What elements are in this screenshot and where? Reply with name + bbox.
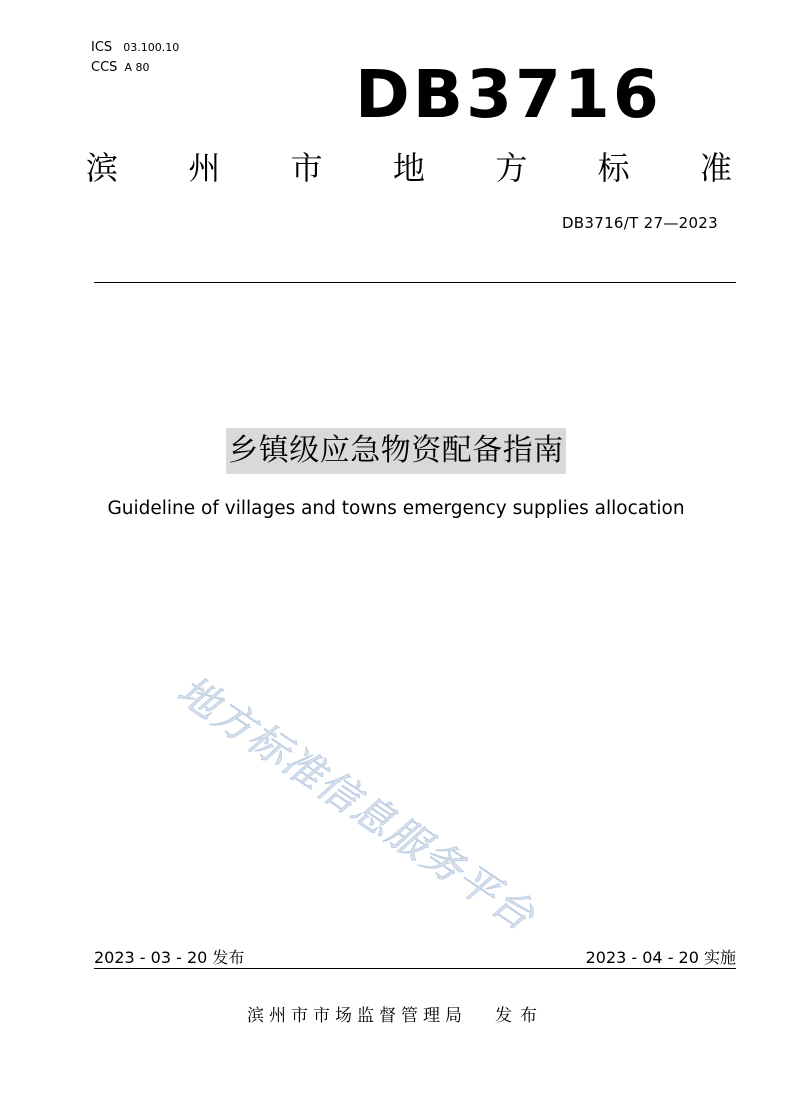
ics-value: 03.100.10: [123, 41, 180, 54]
publisher: [0, 1001, 792, 1026]
watermark: 地方标准信息服务平台: [169, 667, 544, 941]
ccs-value: A 80: [124, 61, 150, 74]
standard-type-char: 方: [495, 149, 528, 187]
ccs-label: CCS: [91, 60, 118, 75]
standard-type-title: [86, 149, 732, 187]
ccs-line: [91, 58, 179, 78]
standard-type-char: 市: [290, 149, 323, 187]
standard-type-char: 州: [188, 149, 221, 187]
classification-codes: [91, 38, 179, 78]
standard-code-large: DB3716: [355, 56, 662, 133]
implementation-date: 2023 - 04 - 20 实施: [585, 948, 736, 967]
standard-type-char: 滨: [86, 149, 119, 187]
title-english: Guideline of villages and towns emergency supplies allocation: [107, 498, 685, 519]
ics-line: [91, 38, 179, 58]
bottom-divider: [94, 968, 736, 969]
standard-type-char: 准: [699, 149, 732, 187]
standard-type-char: 标: [597, 149, 630, 187]
issue-date: 2023 - 03 - 20 发布: [94, 948, 245, 967]
standard-number: DB3716/T 27—2023: [561, 214, 718, 232]
ics-label: ICS: [91, 40, 113, 55]
top-divider: [94, 282, 736, 283]
standard-type-char: 地: [392, 149, 425, 187]
publisher-organization: 滨州市市场监督管理局: [247, 1006, 467, 1026]
publisher-verb: 发布: [495, 1006, 545, 1026]
title-chinese: 乡镇级应急物资配备指南: [226, 428, 566, 474]
title-chinese-wrap: [0, 428, 792, 474]
